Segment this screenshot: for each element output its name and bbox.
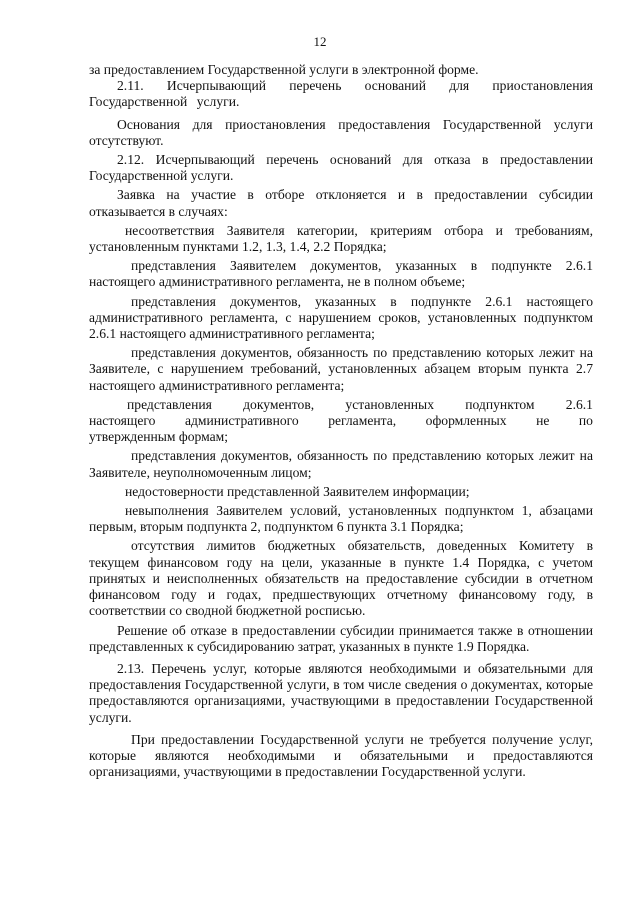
section-heading-2-12: 2.12. Исчерпывающий перечень оснований для отказа в предоставлении Государственной услуги. (89, 152, 593, 184)
word: оформленных (425, 413, 507, 429)
word: административного (184, 413, 299, 429)
word: подпунктом (465, 396, 535, 412)
document-body (89, 62, 593, 780)
list-item: невыполнения Заявителем условий, установленных подпунктом 1, абзацами первым, вторым подпункта 2, подпунктом 6 пункта 3.1 Порядка; (89, 503, 593, 535)
word: установленных (345, 396, 434, 412)
list-item: представления документов, обязанность по представлению которых лежит на Заявителе, с нарушением требований, установленных абзацем вторым пункта 2.7 настоящего административного регламента; (89, 345, 593, 393)
section-heading-2-13: 2.13. Перечень услуг, которые являются необходимыми и обязательными для предоставления Государственной услуги, в том числе сведения о документах, которые предоставляются организациями, участвующими в предоставлении Государственной услуги. (89, 660, 593, 725)
list-item: несоответствия Заявителя категории, критериям отбора и требованиям, установленным пунктами 1.2, 1.3, 1.4, 2.2 Порядка; (89, 222, 593, 255)
list-item: недостоверности представленной Заявителем информации; (125, 483, 470, 499)
paragraph: Основания для приостановления предоставления Государственной услуги отсутствуют. (89, 116, 593, 148)
word: представления (127, 396, 212, 412)
paragraph: за предоставлением Государственной услуги в электронной форме. (89, 62, 479, 77)
word: 2.6.1 (565, 396, 593, 412)
word: регламента, (328, 413, 397, 429)
word: по (578, 413, 593, 429)
word: документов, (243, 396, 315, 412)
list-item: представления Заявителем документов, указанных в подпункте 2.6.1 настоящего административного регламента, не в полном объеме; (89, 258, 593, 290)
word: не (536, 413, 550, 429)
justified-line (89, 397, 593, 413)
paragraph: Заявка на участие в отборе отклоняется и в предоставлении субсидии отказывается в случаях: (89, 187, 593, 219)
page-number: 12 (313, 34, 327, 49)
paragraph: Решение об отказе в предоставлении субсидии принимается также в отношении представленных к субсидированию затрат, указанных в пункте 1.9 Порядка. (89, 622, 593, 654)
list-item: отсутствия лимитов бюджетных обязательств, доведенных Комитету в текущем финансовом году на цели, указанные в пункте 1.4 Порядка, с учетом принятых и неисполненных обязательств на предоставление субсидии в отчетном финансовом году и годах, предшествующих отчетному финансовому году, в соответствии со сводной бюджетной росписью. (89, 538, 593, 619)
paragraph: При предоставлении Государственной услуги не требуется получение услуг, которые являются необходимыми и обязательными и предоставляются организациями, участвующими в предоставлении Государственной услуги. (89, 731, 593, 780)
word: настоящего (89, 413, 156, 429)
list-item: представления документов, обязанность по представлению которых лежит на Заявителе, неуполномоченным лицом; (89, 448, 593, 480)
list-item: представления документов, указанных в подпункте 2.6.1 настоящего административного регламента, с нарушением сроков, установленных подпунктом 2.6.1 настоящего административного регламента; (89, 293, 593, 342)
justified-line (89, 413, 593, 429)
line: утвержденным формам; (89, 429, 229, 445)
section-heading-2-11: 2.11. Исчерпывающий перечень оснований для приостановления Государственной услуги. (89, 78, 593, 110)
list-item (89, 397, 593, 446)
